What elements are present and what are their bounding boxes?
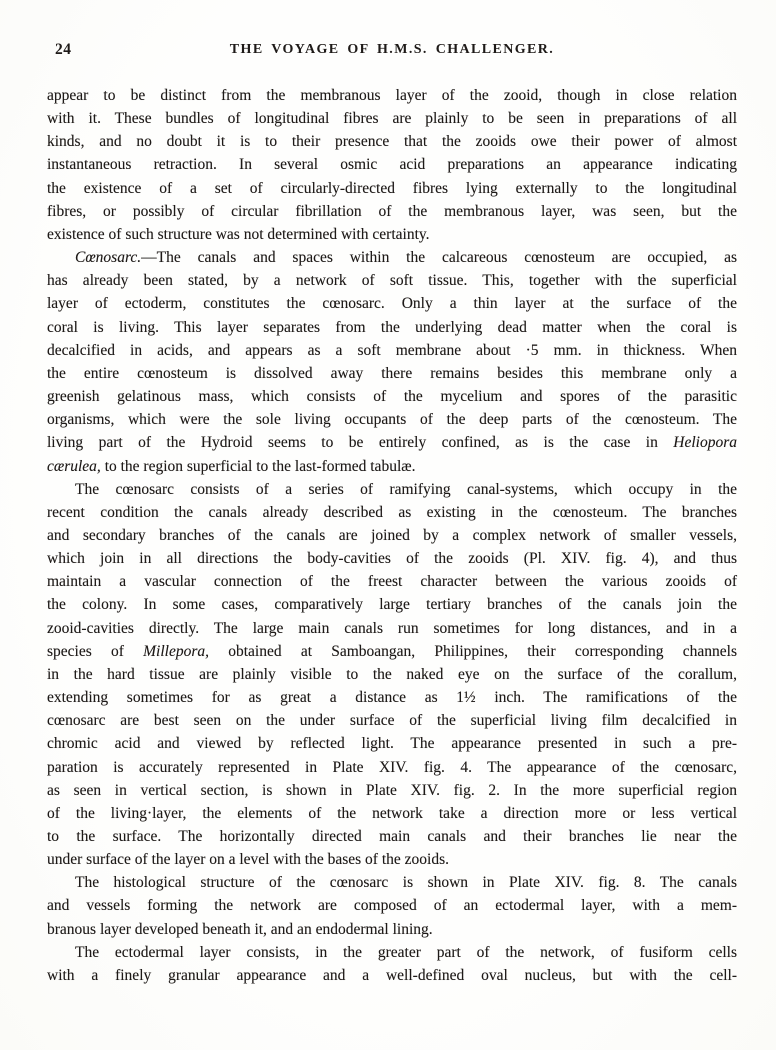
text-line xyxy=(47,408,737,431)
text-line xyxy=(47,153,737,176)
text-run: instantaneous retraction. In several osmic acid preparations an appearance indicating xyxy=(47,156,737,174)
italic-text-run: Heliopora xyxy=(673,434,737,452)
text-line xyxy=(47,501,737,524)
paragraph xyxy=(47,478,737,872)
page-number: 24 xyxy=(55,41,72,58)
text-run: the entire cœnosteum is dissolved away there remains besides this membrane only a xyxy=(47,364,737,382)
text-run: decalcified in acids, and appears as a soft membrane about ·5 mm. in thickness. When xyxy=(47,341,737,359)
text-line xyxy=(47,339,737,362)
text-line xyxy=(47,246,737,269)
text-line xyxy=(47,130,737,153)
text-run: to the surface. The horizontally directed main canals and their branches lie near the xyxy=(47,828,737,845)
text-run: to the region superficial to the last-formed tabulæ. xyxy=(100,457,416,475)
italic-text-run: Cœnosarc. xyxy=(75,249,142,267)
text-run: kinds, and no doubt it is to their presence that the zooids owe their power of almost xyxy=(47,133,737,151)
text-run: zooid-cavities directly. The large main canals run sometimes for long distances, and in a xyxy=(47,619,737,637)
page-body xyxy=(47,84,737,987)
text-run: greenish gelatinous mass, which consists of the mycelium and spores of the parasitic xyxy=(47,388,737,406)
text-run: cœnosarc are best seen on the under surface of the superficial living film decalcified in xyxy=(47,712,737,730)
text-run: layer of ectoderm, constitutes the cœnosarc. Only a thin layer at the surface of the xyxy=(47,295,737,313)
paragraph xyxy=(47,246,737,478)
paragraph xyxy=(47,941,737,987)
text-run: maintain a vascular connection of the freest character between the various zooids of xyxy=(47,573,737,591)
text-run: of the living·layer, the elements of the network take a direction more or less vertical xyxy=(47,804,737,822)
text-line xyxy=(47,455,737,478)
text-run: has already been stated, by a network of soft tissue. This, together with the superficial xyxy=(47,272,737,290)
text-line xyxy=(47,640,737,663)
text-line xyxy=(47,385,737,408)
text-line xyxy=(47,918,737,941)
text-run: and secondary branches of the canals are joined by a complex network of smaller vessels, xyxy=(47,526,737,544)
text-run: in the hard tissue are plainly visible to the naked eye on the surface of the corallum, xyxy=(47,665,737,683)
text-line xyxy=(47,617,737,640)
text-line xyxy=(47,894,737,917)
text-line xyxy=(47,269,737,292)
text-line xyxy=(47,292,737,315)
text-run: under surface of the layer on a level with the bases of the zooids. xyxy=(47,851,449,869)
running-title: THE VOYAGE OF H.M.S. CHALLENGER. xyxy=(229,42,555,57)
text-line xyxy=(47,547,737,570)
text-line xyxy=(47,802,737,825)
text-run: paration is accurately represented in Plate XIV. fig. 4. The appearance of the cœnosarc, xyxy=(47,758,737,776)
text-line xyxy=(47,431,737,454)
text-line xyxy=(47,223,737,246)
text-run: obtained at Samboangan, Philippines, their corresponding channels xyxy=(209,642,738,660)
text-run: the existence of a set of circularly-directed fibres lying externally to the longitudinal xyxy=(47,179,737,197)
text-run: The histological structure of the cœnosarc is shown in Plate XIV. fig. 8. The canals xyxy=(75,874,737,892)
text-line xyxy=(47,593,737,616)
text-line xyxy=(47,84,737,107)
text-run: which join in all directions the body-cavities of the zooids (Pl. XIV. fig. 4), and thus xyxy=(47,550,737,568)
text-run: species of xyxy=(47,642,144,660)
text-run: branous layer developed beneath it, and an endodermal lining. xyxy=(47,920,433,938)
text-line xyxy=(47,200,737,223)
text-line xyxy=(47,570,737,593)
text-run: recent condition the canals already described as existing in the cœnosteum. The branches xyxy=(47,503,737,521)
text-line xyxy=(47,709,737,732)
text-line xyxy=(47,362,737,385)
text-run: extending sometimes for as great a distance as 1½ inch. The ramifications of the xyxy=(47,689,737,707)
italic-text-run: cærulea, xyxy=(47,457,101,475)
text-line xyxy=(47,848,737,871)
text-run: fibres, or possibly of circular fibrillation of the membranous layer, was seen, but the xyxy=(47,202,737,220)
paragraph xyxy=(47,871,737,940)
page-header xyxy=(47,41,737,61)
text-run: The cœnosarc consists of a series of ramifying canal-systems, which occupy in the xyxy=(75,480,737,498)
text-line xyxy=(47,663,737,686)
text-line xyxy=(47,871,737,894)
text-line xyxy=(47,686,737,709)
text-run: —The canals and spaces within the calcareous cœnosteum are occupied, as xyxy=(141,249,737,267)
text-run: the colony. In some cases, comparatively large tertiary branches of the canals join the xyxy=(47,596,737,614)
text-run: with a finely granular appearance and a well-defined oval nucleus, but with the cell- xyxy=(47,966,737,984)
text-run: organisms, which were the sole living occupants of the deep parts of the cœnosteum. The xyxy=(47,411,737,429)
paragraph xyxy=(47,84,737,246)
text-line xyxy=(47,941,737,964)
text-run: and vessels forming the network are composed of an ectodermal layer, with a mem- xyxy=(47,897,737,915)
text-run: with it. These bundles of longitudinal fibres are plainly to be seen in preparations of all xyxy=(47,110,737,128)
text-line xyxy=(47,756,737,779)
text-line xyxy=(47,316,737,339)
text-line xyxy=(47,478,737,501)
text-line xyxy=(47,177,737,200)
text-run: existence of such structure was not determined with certainty. xyxy=(47,225,430,243)
text-run: The ectodermal layer consists, in the greater part of the network, of fusiform cells xyxy=(75,943,737,961)
text-run: chromic acid and viewed by reflected light. The appearance presented in such a pre- xyxy=(47,735,737,753)
text-run: as seen in vertical section, is shown in Plate XIV. fig. 2. In the more superficial region xyxy=(47,781,737,799)
text-line xyxy=(47,964,737,987)
text-line xyxy=(47,825,737,848)
text-run: living part of the Hydroid seems to be entirely confined, as is the case in xyxy=(47,434,674,452)
text-run: coral is living. This layer separates from the underlying dead matter when the coral is xyxy=(47,318,737,336)
text-line xyxy=(47,779,737,802)
text-line xyxy=(47,524,737,547)
italic-text-run: Millepora, xyxy=(143,642,209,660)
text-line xyxy=(47,107,737,130)
text-line xyxy=(47,732,737,755)
text-run: appear to be distinct from the membranous layer of the zooid, though in close relation xyxy=(47,87,737,104)
